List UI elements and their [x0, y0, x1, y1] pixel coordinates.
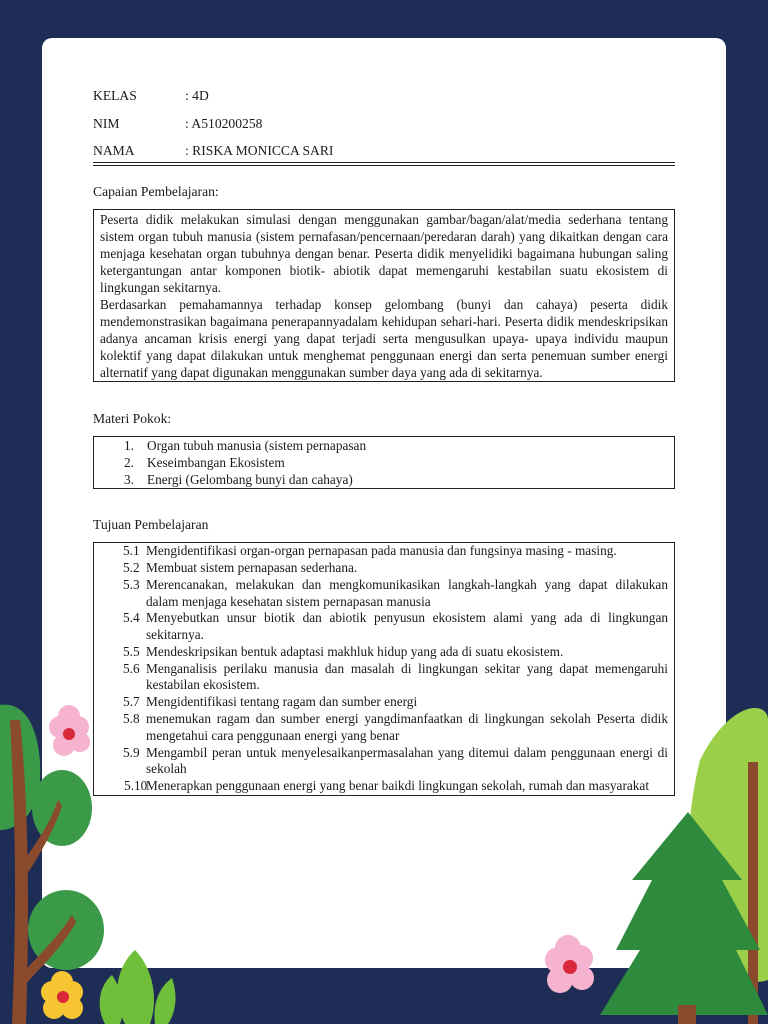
list-item: 5.4 Menyebutkan unsur biotik dan abiotik penyusun ekosistem alami yang ada di lingkungan sekitarnya. [123, 610, 668, 643]
nama-row [93, 141, 675, 169]
nama-value: : RISKA MONICCA SARI [185, 143, 334, 158]
list-item: 5.2 Membuat sistem pernapasan sederhana. [123, 559, 358, 575]
materi-box [93, 436, 675, 490]
tujuan-list [100, 543, 668, 795]
list-item: 5.6 Menganalisis perilaku manusia dan masalah di lingkungan sekitar yang dapat memengaruhi kestabilan ekosistem. [123, 660, 668, 693]
kelas-value: : 4D [185, 88, 209, 103]
materi-title: Materi Pokok: [93, 410, 172, 426]
yellow-flower-icon [41, 971, 83, 1019]
list-item: 5.1 Mengidentifikasi organ-organ pernapasan pada manusia dan fungsinya masing - masing. [123, 543, 617, 559]
nama-label: NAMA [93, 143, 135, 158]
capaian-paragraph-1: Peserta didik melakukan simulasi dengan menggunakan gambar/bagan/alat/media sederhana tentang sistem organ tubuh manusia (sistem pernafasan/pencernaan/peredaran darah) yang dikaitkan dengan cara menjaga kesehatan organ tubuhnya dengan benar. Peserta didik menyelidiki bagaimana hubungan saling ketergantungan antar komponen biotik- abiotik dapat memengaruhi kestabilan suatu ekosistem di lingkungan sekitarnya. [100, 211, 668, 295]
list-item: 5.3 Merencanakan, melakukan dan mengkomunikasikan langkah-langkah yang dapat dilakukan dalam menjaga kesehatan sistem pernapasan manusia [123, 576, 668, 609]
capaian-paragraph-2: Berdasarkan pemahamannya terhadap konsep gelombang (bunyi dan cahaya) peserta didik mendemonstrasikan bagaimana penerapannyadalam kehidupan sehari-hari. Peserta didik mendeskripsikan adanya ancaman krisis energi yang dapat terjadi serta mengusulkan upaya- upaya individu maupun kolektif yang dapat dilakukan untuk menghemat penggunaan energi dan serta penemuan sumber energi alternatif yang dapat digunakan menggunakan sumber daya yang ada di sekitarnya. [100, 296, 668, 380]
kelas-row [93, 86, 675, 114]
document-content [93, 86, 675, 796]
list-item: 1. Organ tubuh manusia (sistem pernapasan [124, 437, 367, 453]
list-item: 5.5 Mendeskripsikan bentuk adaptasi makhluk hidup yang ada di suatu ekosistem. [123, 643, 564, 659]
nim-row [93, 114, 675, 142]
nim-value: : A510200258 [185, 115, 263, 131]
list-item: 5.10 Menerapkan penggunaan energi yang benar baikdi lingkungan sekolah, rumah dan masyarakat [124, 778, 650, 794]
list-item: 3. Energi (Gelombang bunyi dan cahaya) [124, 471, 353, 487]
list-item: 5.8 menemukan ragam dan sumber energi yangdimanfaatkan di lingkungan sekolah Peserta didik mengetahui cara penggunaan energi yang benar [123, 711, 668, 743]
tujuan-box [93, 542, 675, 796]
list-item: 2. Keseimbangan Ekosistem [124, 454, 285, 470]
list-item: 5.9 Mengambil peran untuk menyelesaikanpermasalahan yang ditemui dalam penggunaan energi di sekolah [123, 744, 668, 777]
materi-list [100, 437, 668, 489]
capaian-box [93, 209, 675, 382]
capaian-title: Capaian Pembelajaran: [93, 183, 219, 199]
kelas-label: KELAS [93, 88, 137, 103]
tujuan-title: Tujuan Pembelajaran [93, 517, 209, 533]
list-item: 5.7 Mengidentifikasi tentang ragam dan sumber energi [123, 694, 418, 710]
nim-label: NIM [93, 115, 120, 131]
